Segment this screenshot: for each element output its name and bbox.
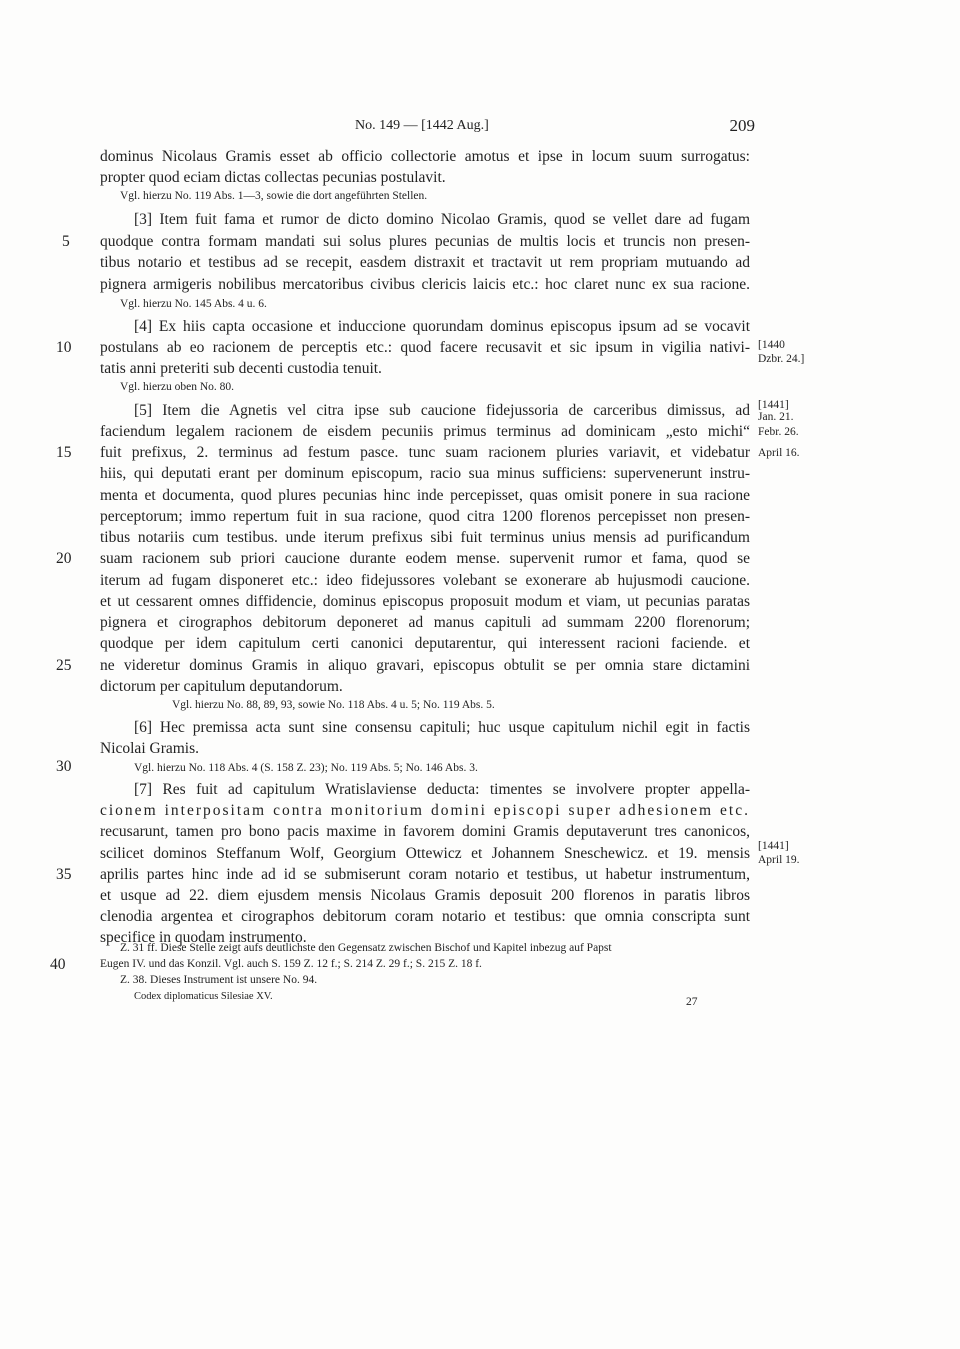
- note-line: Vgl. hierzu No. 88, 89, 93, sowie No. 118 Abs. 4 u. 5; No. 119 Abs. 5.: [172, 699, 495, 711]
- text-line: tibus notariis cum testibus. unde iterum prefixus sibi fuit terminus unius mensis ad purificandum: [100, 529, 750, 546]
- text-line: aprilis partes hinc inde ad id se submiserunt coram notario et testibus, ut habetur instrumentum,: [100, 866, 750, 883]
- note-line: Vgl. hierzu No. 119 Abs. 1—3, sowie die dort angeführten Stellen.: [120, 190, 428, 202]
- margin-date-note: [1441]: [758, 399, 789, 411]
- line-number: 40: [50, 956, 66, 973]
- line-number: 35: [56, 866, 72, 883]
- text-line: [3] Item fuit fama et rumor de dicto domino Nicolao Gramis, quod se vellet dare ad fugam: [134, 211, 750, 228]
- header-reference: No. 149 — [1442 Aug.]: [355, 118, 489, 133]
- signature-number: 27: [686, 996, 698, 1008]
- page-number: 209: [729, 116, 755, 135]
- text-line: hiis, qui deputati erant per dominum episcopum, racio sua minus sufficiens: supervenerunt instru-: [100, 465, 750, 482]
- text-line: postulans ab eo racionem de perceptis etc.: quod facere recusavit et sic ipsum in vigilia nativi-: [100, 339, 750, 356]
- text-line: dictorum per capitulum deputandorum.: [100, 678, 343, 695]
- text-line: [6] Hec premissa acta sunt sine consensu capituli; huc usque capitulum nichil egit in factis: [134, 719, 750, 736]
- text-line: et ut cessarent omnes diffidencie, dominus episcopus proposuit modum et viam, ut pecunias paratas: [100, 593, 750, 610]
- running-header: [355, 116, 755, 138]
- text-line: [5] Item die Agnetis vel citra ipse sub caucione fidejussoria de carceribus dimissus, ad: [134, 402, 750, 419]
- codex-title: Codex diplomaticus Silesiae XV.: [134, 991, 273, 1002]
- line-number: 15: [56, 444, 72, 461]
- text-line: tatis anni preteriti sub decenti custodia tenuit.: [100, 360, 382, 377]
- margin-date-note: Dzbr. 24.]: [758, 353, 805, 365]
- text-line: ne videretur dominus Gramis in aliquo gravari, episcopus obtulit se per omnia stare dictamini: [100, 657, 750, 674]
- text-line: fuit prefixus, 2. terminus ad festum pasce. tunc suam racionem pluries variavit, et videbatur: [100, 444, 750, 461]
- text-line: iterum ad fugam disponeret etc.: ideo fidejussores volebant se exonerare ab hujusmodi caucione.: [100, 572, 750, 589]
- text-line: [7] Res fuit ad capitulum Wratislaviense deducta: timentes se involvere propter appella-: [134, 781, 750, 798]
- text-line: suam racionem sub priori caucione durante eodem mense. supervenit rumor et fama, quod se: [100, 550, 750, 567]
- margin-date-note: [1440: [758, 339, 785, 351]
- note-line: Vgl. hierzu No. 145 Abs. 4 u. 6.: [120, 298, 267, 310]
- text-line: scilicet dominos Steffanum Wolf, Georgium Ottewicz et Johannem Sneschewicz. et 19. mensis: [100, 845, 750, 862]
- text-line: quodque per idem capitulum certi canonici deputarentur, qui interessent racioni faciende. et: [100, 635, 750, 652]
- text-line: quodque contra formam mandati sui solus plures pecunias de multis locis et truncis non presen-: [100, 233, 750, 250]
- text-line: recusarunt, tamen pro bono pacis maxime in favorem domini Gramis deputaverunt tres canonicos,: [100, 823, 750, 840]
- margin-date-note: April 16.: [758, 447, 800, 459]
- text-line: cionem interpositam contra monitorium domini episcopi super adhesionem etc.: [100, 802, 750, 819]
- text-line: propter quod eciam dictas collectas pecunias postulavit.: [100, 169, 446, 186]
- text-line: specifice in quodam instrumento.: [100, 929, 307, 946]
- line-number: 25: [56, 657, 72, 674]
- margin-date-note: Jan. 21.: [758, 411, 794, 423]
- text-line: [4] Ex hiis capta occasione et induccione quorundam dominus episcopus ipsum ad se vocavit: [134, 318, 750, 335]
- margin-date-note: Febr. 26.: [758, 426, 799, 438]
- margin-date-note: April 19.: [758, 854, 800, 866]
- note-line: Vgl. hierzu No. 118 Abs. 4 (S. 158 Z. 23); No. 119 Abs. 5; No. 146 Abs. 3.: [134, 762, 478, 774]
- text-line: Nicolai Gramis.: [100, 740, 200, 757]
- text-line: clenodia argentea et cirographos debitorum coram notario et testibus: que omnia conscripta sunt: [100, 908, 750, 925]
- text-line: pignera armigeris nobilibus mercatoribus civibus clericis laicis etc.: hoc claret nunc ex sua racione.: [100, 276, 750, 293]
- footnote: Z. 31 ff. Diese Stelle zeigt aufs deutlichste den Gegensatz zwischen Bischof und Kapitel inbezug auf Papst: [120, 942, 612, 954]
- footnote: Eugen IV. und das Konzil. Vgl. auch S. 159 Z. 12 f.; S. 214 Z. 29 f.; S. 215 Z. 18 f.: [100, 958, 482, 970]
- footnote: Z. 38. Dieses Instrument ist unsere No. 94.: [120, 974, 318, 986]
- text-line: et usque ad 22. diem ejusdem mensis Nicolaus Gramis deposuit 200 florenos in paratis libros: [100, 887, 750, 904]
- line-number: 20: [56, 550, 72, 567]
- text-line: tibus notario et testibus ad se recepit, easdem distraxit et tractavit ut rem propriam mutuando ad: [100, 254, 750, 271]
- line-number: 10: [56, 339, 72, 356]
- text-line: menta et documenta, quod plures pecunias hinc inde percepisset, quas omisit ponere in sua racione: [100, 487, 750, 504]
- line-number: 30: [56, 758, 72, 775]
- margin-date-note: [1441]: [758, 840, 789, 852]
- text-line: perceptorum; immo repertum fuit in sua racione, quod citra 1200 florenos percepisset non presen-: [100, 508, 750, 525]
- text-line: faciendum legalem racionem de eisdem pecuniis primus terminus ad dominicam „esto michi“: [100, 423, 750, 440]
- line-number: 5: [62, 233, 70, 250]
- note-line: Vgl. hierzu oben No. 80.: [120, 381, 235, 393]
- text-line: dominus Nicolaus Gramis esset ab officio collectorie amotus et ipse in locum suum surrogatus:: [100, 148, 750, 165]
- text-line: pignera et cirographos debitorum deponeret ad manus capituli ad summam 2200 florenorum;: [100, 614, 750, 631]
